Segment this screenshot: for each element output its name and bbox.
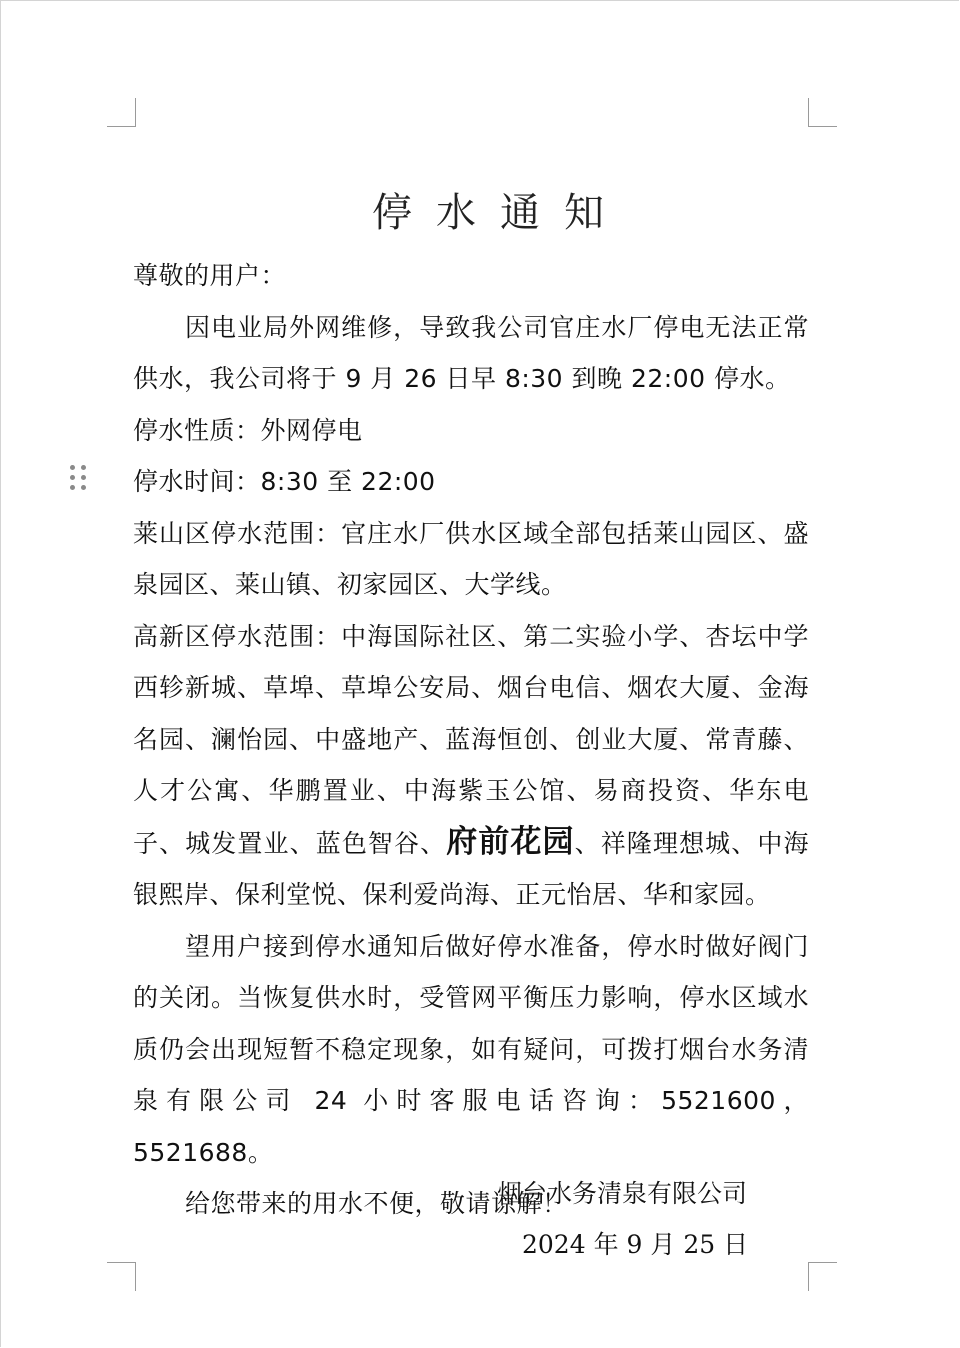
apology-line: 给您带来的用水不便，敬请谅解！ [185,1189,568,1218]
margin-corner-top-left [107,98,136,127]
greeting: 尊敬的用户： [133,261,287,290]
drag-handle-icon[interactable] [70,465,90,493]
margin-corner-bottom-right [808,1262,837,1291]
preparation-paragraph: 望用户接到停水通知后做好停水准备，停水时做好阀门的关闭。当恢复供水时，受管网平衡压力影响，停水区域水质仍会出现短暂不稳定现象，如有疑问，可拨打烟台水务清泉有限公司 24 小时客服电话咨询：5521600，5521688。 [133,931,809,1167]
outage-reason-paragraph: 因电业局外网维修，导致我公司官庄水厂停电无法正常供水，我公司将于 9 月 26 日早 8:30 到晚 22:00 停水。 [133,312,809,393]
company-signature: 烟台水务清泉有限公司 [497,1179,748,1208]
gaoxin-area-list-start: 高新区停水范围：中海国际社区、第二实验小学、杏坛中学西轸新城、草埠、草埠公安局、烟台电信、烟农大厦、金海名园、澜怡园、中盛地产、蓝海恒创、创业大厦、常青藤、人才公寓、华鹏置业、中海紫玉公馆、易商投资、华东电子、城发置业、蓝色智谷、 [133,621,809,858]
notice-body [133,250,809,1230]
highlighted-community: 府前花园 [446,823,575,860]
gaoxin-outage-area [133,611,809,921]
margin-corner-top-right [808,98,837,127]
outage-time: 停水时间：8:30 至 22:00 [133,467,436,496]
notice-date: 2024 年 9 月 25 日 [522,1230,749,1259]
laishan-outage-area: 莱山区停水范围：官庄水厂供水区域全部包括莱山园区、盛泉园区、莱山镇、初家园区、大学线。 [133,518,809,599]
notice-title: 停水通知 [372,190,628,236]
margin-corner-bottom-left [107,1262,136,1291]
outage-nature: 停水性质：外网停电 [133,415,363,445]
gaoxin-area-list-end: 、祥隆理想城、中海银熙岸、保利堂悦、保利爱尚海、正元怡居、华和家园。 [133,828,809,909]
